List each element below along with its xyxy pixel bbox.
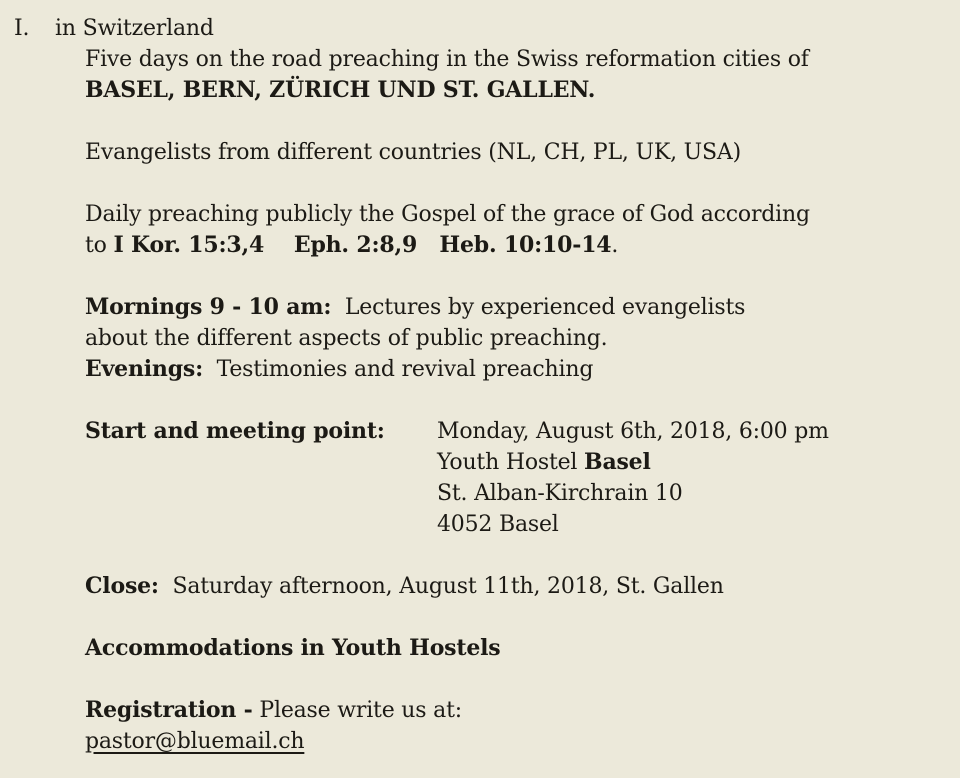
registration-text: Please write us at: — [252, 698, 462, 723]
meeting-point-label: Start and meeting point: — [85, 418, 385, 444]
section-title: in Switzerland — [55, 16, 214, 41]
meeting-datetime: Monday, August 6th, 2018, 6:00 pm — [437, 419, 829, 444]
evangelists-section — [14, 137, 940, 168]
registration-section — [14, 695, 940, 757]
daily-line: Daily preaching publicly the Gospel of the grace of God according — [85, 202, 810, 227]
schedule-section — [14, 292, 940, 385]
intro-section — [14, 13, 940, 106]
evenings-label: Evenings: — [85, 356, 203, 382]
refs-prefix: to — [85, 233, 114, 258]
meeting-postal-city: 4052 Basel — [437, 512, 559, 537]
evenings-text: Testimonies and revival preaching — [203, 357, 594, 382]
venue-city: Basel — [584, 449, 651, 475]
close-label: Close: — [85, 573, 159, 599]
registration-label: Registration - — [85, 697, 253, 723]
close-text: Saturday afternoon, August 11th, 2018, St. Gallen — [158, 574, 724, 599]
mornings-line — [85, 292, 940, 323]
mornings-continuation-line: about the different aspects of public preaching. — [85, 326, 608, 351]
meeting-point-section — [14, 416, 940, 540]
registration-line — [85, 695, 940, 726]
accommodations-section — [14, 633, 940, 664]
close-section — [14, 571, 940, 602]
accommodations-line: Accommodations in Youth Hostels — [85, 635, 501, 661]
close-line — [85, 571, 940, 602]
meeting-venue — [437, 447, 940, 478]
evangelists-line: Evangelists from different countries (NL, CH, PL, UK, USA) — [85, 140, 741, 165]
venue-prefix: Youth Hostel — [437, 450, 585, 475]
section-numeral: I. — [14, 16, 30, 41]
intro-line: Five days on the road preaching in the Swiss reformation cities of — [85, 47, 809, 72]
cities-line: BASEL, BERN, ZÜRICH UND ST. GALLEN. — [85, 77, 596, 103]
meeting-street: St. Alban-Kirchrain 10 — [437, 481, 683, 506]
meeting-point-details — [437, 416, 940, 540]
scripture-refs: I Kor. 15:3,4 Eph. 2:8,9 Heb. 10:10-14 — [113, 232, 612, 258]
mornings-text: Lectures by experienced evangelists — [331, 295, 746, 320]
refs-suffix: . — [611, 233, 619, 258]
email-line — [85, 726, 940, 757]
daily-preaching-section — [14, 199, 940, 261]
evenings-line — [85, 354, 940, 385]
email-link[interactable]: pastor@bluemail.ch — [85, 729, 305, 754]
scripture-refs-line — [85, 230, 940, 261]
section-heading — [14, 13, 940, 44]
mornings-label: Mornings 9 - 10 am: — [85, 294, 332, 320]
